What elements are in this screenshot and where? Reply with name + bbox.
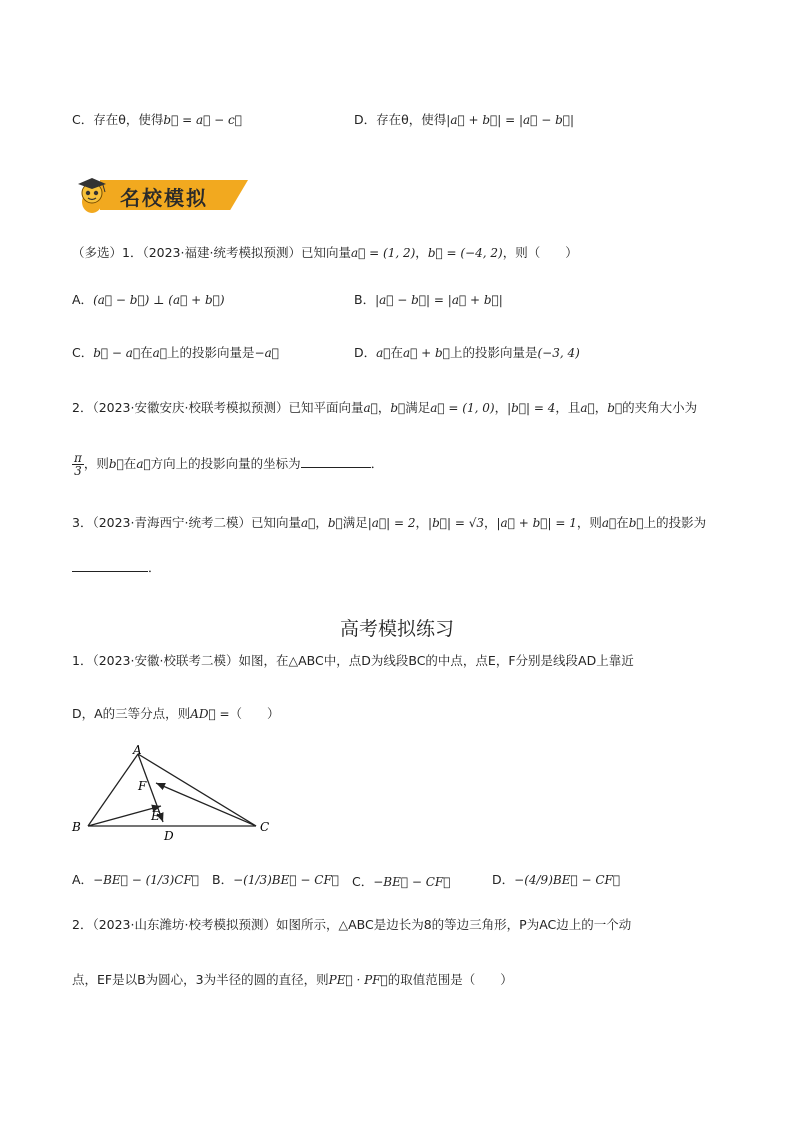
option-label: A．	[72, 872, 94, 887]
question-text: 满足	[405, 400, 431, 415]
math-expr: −a⃗	[254, 346, 279, 360]
question-text: ，且	[555, 400, 581, 415]
separator: ，	[494, 400, 508, 415]
option-c	[72, 110, 242, 128]
math-expr: PE⃗ · PF⃗	[328, 973, 388, 987]
separator: ，	[594, 400, 608, 415]
option-math: −(4/9)BE⃗ − CF⃗	[514, 873, 621, 887]
math-expr: b⃗	[108, 457, 124, 471]
option-math: −(1/3)BE⃗ − CF⃗	[233, 873, 339, 887]
math-expr: b⃗ = (−4, 2)	[427, 246, 503, 260]
question-text: （ ）	[229, 706, 280, 721]
question-text: ，则	[83, 456, 109, 471]
question-3	[72, 513, 706, 531]
question-source: （2023·福建·统考模拟预测）	[142, 245, 301, 260]
label-c: C	[260, 820, 270, 834]
math-expr: a⃗	[152, 346, 168, 360]
problem-1-line2	[72, 704, 280, 722]
question-text: 的夹角大小为	[622, 400, 698, 415]
section-badge	[72, 176, 250, 212]
question-2-line2	[72, 452, 383, 477]
question-text: 在	[616, 515, 629, 530]
math-expr: b⃗	[607, 401, 623, 415]
question-number: 3．	[72, 515, 93, 530]
math-expr: (−3, 4)	[537, 346, 580, 360]
math-expr: a⃗ = (1, 0)	[430, 401, 495, 415]
fraction-denominator: 3	[74, 464, 82, 478]
option-label: B．	[354, 292, 376, 307]
option-text: 在	[140, 345, 153, 360]
math-expr: a⃗	[601, 516, 617, 530]
math-expr: |b⃗| = √3	[428, 516, 484, 530]
question-text: 如图所示，△ABC是边长为8的等边三角形，P为AC边上的一个动	[275, 917, 632, 932]
label-d: D	[164, 829, 174, 843]
option-text: 上的投影向量是	[449, 345, 538, 360]
question-text: 点，EF是以B为圆心，3为半径的圆的直径，则	[72, 972, 329, 987]
option-math: |a⃗ − b⃗| = |a⃗ + b⃗|	[375, 293, 503, 307]
fraction	[72, 452, 84, 477]
label-b: B	[72, 820, 81, 834]
question-2	[72, 398, 697, 416]
math-expr: |b⃗| = 4	[507, 401, 556, 415]
option-label: D．	[354, 345, 377, 360]
question-text: ，则（ ）	[502, 245, 578, 260]
option-math: |a⃗ + b⃗| = |a⃗ − b⃗|	[446, 113, 574, 127]
option-text: 存在θ，使得	[93, 112, 164, 127]
punctuation: ．	[148, 560, 161, 575]
question-text: 满足	[342, 515, 368, 530]
p1-option-a	[72, 870, 199, 888]
punctuation: ．	[370, 456, 384, 471]
question-source: （2023·山东潍坊·校考模拟预测）	[92, 917, 276, 932]
math-expr: a⃗	[580, 401, 595, 415]
separator: ，	[377, 400, 391, 415]
option-math: −BE⃗ − (1/3)CF⃗	[93, 873, 199, 887]
question-number: 2．	[72, 917, 93, 932]
question-text: 的取值范围是（ ）	[387, 972, 513, 987]
question-number: （多选）1．	[72, 245, 143, 260]
edge-ab	[88, 754, 138, 826]
question-text: 已知向量	[300, 245, 351, 260]
question-source: （2023·安徽安庆·校联考模拟预测）	[92, 400, 289, 415]
option-text: 在	[390, 345, 404, 360]
separator: ，	[415, 245, 428, 260]
vector-cf	[156, 783, 256, 826]
math-expr: a⃗	[136, 457, 151, 471]
math-expr: a⃗	[363, 401, 378, 415]
answer-blank[interactable]	[301, 455, 371, 468]
p1-option-d	[492, 870, 620, 888]
section-heading: 高考模拟练习	[340, 618, 455, 640]
question-source: （2023·青海西宁·统考二模）	[92, 515, 251, 530]
fraction-numerator: π	[74, 451, 82, 465]
separator: ，	[415, 515, 429, 530]
question-text: 方向上的投影向量的坐标为	[150, 456, 301, 471]
option-label: A．	[72, 292, 94, 307]
label-a: A	[133, 743, 142, 757]
answer-blank[interactable]	[72, 559, 148, 572]
option-text: 存在θ，使得	[376, 112, 447, 127]
math-expr: |a⃗| = 2	[367, 516, 416, 530]
option-label: D．	[492, 872, 515, 887]
math-expr: b⃗	[390, 401, 406, 415]
q1-option-c	[72, 343, 279, 361]
option-math: −BE⃗ − CF⃗	[373, 875, 451, 889]
question-1	[72, 243, 578, 261]
option-label: D．	[354, 112, 377, 127]
student-mascot-icon	[72, 176, 116, 216]
separator: ，	[483, 515, 497, 530]
triangle-figure	[70, 740, 290, 850]
math-expr: |a⃗ + b⃗| = 1	[496, 516, 577, 530]
option-label: C．	[72, 345, 94, 360]
question-source: （2023·安徽·校联考二模）	[92, 653, 239, 668]
q1-option-b	[354, 290, 503, 308]
section-title: 名校模拟	[120, 186, 208, 210]
question-text: D，A的三等分点，则	[72, 706, 191, 721]
math-expr: AD⃗ =	[190, 707, 230, 721]
question-text: 如图，在△ABC中，点D为线段BC的中点，点E，F分别是线段AD上靠近	[238, 653, 634, 668]
question-text: 上的投影为	[643, 515, 707, 530]
question-text: ，则	[576, 515, 602, 530]
p1-option-c	[352, 872, 450, 890]
separator: ，	[315, 515, 328, 530]
q1-option-d	[354, 343, 580, 361]
question-number: 2．	[72, 400, 93, 415]
question-text: 已知向量	[250, 515, 301, 530]
math-expr: a⃗ + b⃗	[403, 346, 450, 360]
option-math: (a⃗ − b⃗) ⊥ (a⃗ + b⃗)	[93, 293, 225, 307]
math-expr: b⃗ − a⃗	[93, 346, 141, 360]
problem-1	[72, 651, 634, 669]
option-label: C．	[352, 874, 374, 889]
math-expr: a⃗ = (1, 2)	[350, 246, 416, 260]
question-text: 已知平面向量	[288, 400, 364, 415]
math-expr: b⃗	[327, 516, 343, 530]
question-number: 1．	[72, 653, 93, 668]
question-text: 在	[123, 456, 137, 471]
p1-option-b	[212, 870, 339, 888]
label-e: E	[151, 809, 160, 823]
option-label: B．	[212, 872, 234, 887]
math-expr: a⃗	[376, 346, 391, 360]
label-f: F	[138, 779, 147, 793]
option-text: 上的投影向量是	[167, 345, 255, 360]
math-expr: a⃗	[300, 516, 316, 530]
q1-option-a	[72, 290, 225, 308]
question-3-line2	[72, 558, 161, 576]
math-expr: b⃗	[628, 516, 644, 530]
problem-2-line2	[72, 970, 513, 988]
problem-2	[72, 915, 631, 933]
option-d	[354, 110, 574, 128]
option-math: b⃗ = a⃗ − c⃗	[163, 113, 242, 127]
option-label: C．	[72, 112, 94, 127]
